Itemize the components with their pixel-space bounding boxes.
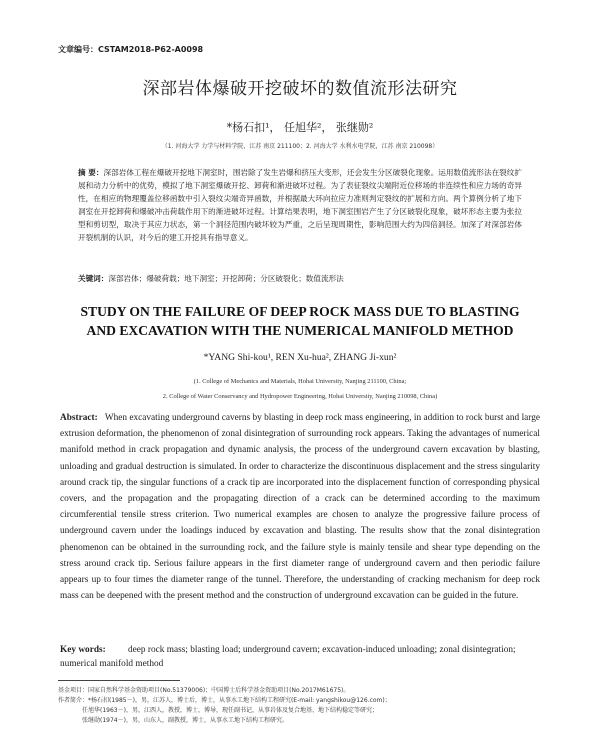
chinese-keywords <box>78 273 522 284</box>
chinese-keywords-text: 深部岩体；爆破荷载；地下洞室；开挖卸荷；分区破裂化；数值流形法 <box>108 274 344 283</box>
english-title-line2: AND EXCAVATION WITH THE NUMERICAL MANIFOLD METHOD <box>86 323 514 338</box>
english-abstract-text: When excavating underground caverns by blasting in deep rock mass engineering, in addition to rock burst and large extrusion deformation, the phenomenon of zonal disintegration of surrounding rock appears. Taking the advantages of numerical manifold method in crack propagation and dynamic analysis, the process of the underground cavern excavation by blasting, unloading and gradual destruction is simulated. In order to characterize the discontinuous displacement and the stress singularity around crack tip, the singular functions of a crack tip are incorporated into the displacement function of corresponding physical covers, and the propagation and the propagating direction of a crack can be determined according to the maximum circumferential tensile stress criterion. Two numerical examples are chosen to analyze the progressive failure process of underground cavern under the loadings induced by excavation and blasting. The results show that the zonal disintegration phenomenon can be obtained in the surrounding rock, and the failure style is mainly tensile and shear type depending on the stress around crack tip. Serious failure appears in the first diameter range of underground cavern and then periodic failure appears up to four times the diameter range of the tunnel. Therefore, the understanding of cracking mechanism for deep rock mass can be deepened with the present method and the construction of underground excavation can be guided in the future. <box>60 413 540 602</box>
chinese-affiliation: （1. 河海大学 力学与材料学院，江苏 南京 211100；2. 河海大学 水利水电学院，江苏 南京 210098） <box>161 143 439 150</box>
chinese-abstract-text: 深部岩体工程在爆破开挖地下洞室时，围岩除了发生岩爆和挤压大变形，还会发生分区破裂化现象。运用数值流形法在裂纹扩展和动力分析中的优势，模拟了地下洞室爆破开挖、卸荷和渐进破坏过程。为了表征裂纹尖端附近位移场的非连续性和应力场的奇异性，在相应的物理覆盖位移函数中引入裂纹尖端奇异函数，并根据最大环向拉应力准则判定裂纹的扩展和方向。两个算例分析了地下洞室在开挖卸荷和爆破冲击荷载作用下的渐进破坏过程。计算结果表明，地下洞室围岩产生了分区破裂化现象，破坏形态主要为张拉型和剪切型，取决于其应力状态，第一个洞径范围内破坏较为严重，之后呈现周期性，影响范围大约为四倍洞径。加深了对深部岩体开裂机制的认识，对今后的建工开挖具有指导意义。 <box>78 168 522 242</box>
footnote-author-3: 张继勋(1974－)，男，山东人，副教授，博士，从事水工地下结构工程研究。 <box>82 717 288 724</box>
footnote-author-1: 作者简介：*杨石扣(1985－)，男，江苏人，博士后，博士，从事水工地下结构工程研究(E-mail: yangshikou@126.com)； <box>58 697 391 704</box>
chinese-keywords-label: 关键词： <box>78 274 109 283</box>
english-title-line1: STUDY ON THE FAILURE OF DEEP ROCK MASS DUE TO BLASTING <box>80 304 520 319</box>
chinese-abstract-label: 摘 要： <box>78 168 104 177</box>
english-authors: *YANG Shi-kou¹, REN Xu-hua², ZHANG Ji-xun² <box>203 352 397 363</box>
chinese-abstract <box>78 166 522 244</box>
footnote-divider <box>58 680 180 681</box>
chinese-title: 深部岩体爆破开挖破坏的数值流形法研究 <box>142 79 458 99</box>
english-title <box>0 302 600 340</box>
english-abstract <box>60 410 540 604</box>
chinese-authors: *杨石扣¹， 任旭华²， 张继勋² <box>226 121 374 134</box>
english-affiliation-2: 2. College of Water Conservancy and Hydropower Engineering, Hohai University, Nanjing 210098, China) <box>162 393 438 400</box>
english-keywords-text: deep rock mass; blasting load; underground cavern; excavation-induced unloading; zonal disintegration; numerical manifold method <box>60 645 516 669</box>
english-affiliation-1: (1. College of Mechanics and Materials, Hohai University, Nanjing 211100, China; <box>193 378 407 385</box>
footnote-author-2: 任旭华(1963－)，男，江西人，教授，博士，博导，现任副书记，从事岩体及复合地基、地下结构稳定等研究； <box>82 707 378 714</box>
article-number: 文章编号：CSTAM2018-P62-A0098 <box>58 45 204 54</box>
english-affiliation <box>0 374 600 404</box>
english-abstract-label: Abstract: <box>60 413 98 423</box>
english-keywords-label: Key words: <box>60 645 106 655</box>
footnotes <box>58 686 548 726</box>
footnote-fund: 基金项目：国家自然科学基金资助项目(No.51379006)；中国博士后科学基金资助项目(No.2017M61675)。 <box>58 687 350 694</box>
english-keywords <box>60 643 540 671</box>
